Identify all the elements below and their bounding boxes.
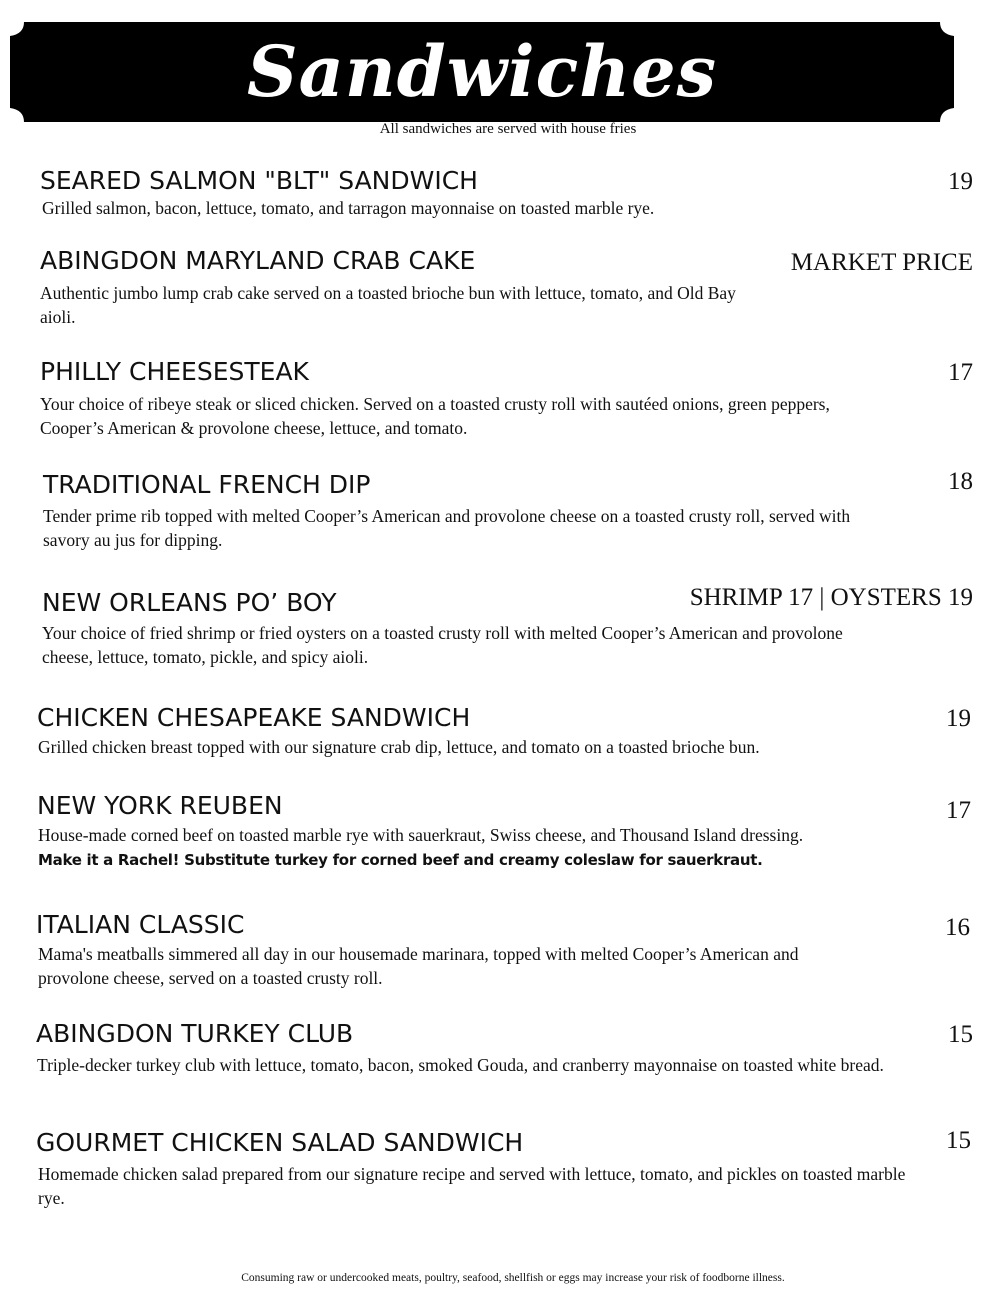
menu-subtitle: All sandwiches are served with house fries bbox=[379, 121, 637, 137]
item-price: 19 bbox=[948, 168, 973, 195]
item-name: SEARED SALMON "BLT" SANDWICH bbox=[40, 166, 478, 195]
item-price: 16 bbox=[945, 914, 970, 941]
item-price: 19 bbox=[946, 705, 971, 732]
item-description: Authentic jumbo lump crab cake served on a toasted brioche bun with lettuce, tomato, and Old Bay aioli. bbox=[40, 283, 736, 327]
item-name: TRADITIONAL FRENCH DIP bbox=[43, 470, 371, 499]
item-description: House-made corned beef on toasted marble rye with sauerkraut, Swiss cheese, and Thousand Island dressing. bbox=[38, 825, 804, 845]
item-description: Grilled chicken breast topped with our signature crab dip, lettuce, and tomato on a toasted brioche bun. bbox=[38, 737, 760, 757]
item-name: CHICKEN CHESAPEAKE SANDWICH bbox=[37, 703, 471, 732]
allergen-disclaimer: Consuming raw or undercooked meats, poultry, seafood, shellfish or eggs may increase your risk of foodborne illness. bbox=[241, 1272, 785, 1284]
item-special-note: Make it a Rachel! Substitute turkey for corned beef and creamy coleslaw for sauerkraut. bbox=[38, 851, 763, 869]
page-title: Sandwiches bbox=[246, 30, 718, 113]
item-description: Tender prime rib topped with melted Cooper’s American and provolone cheese on a toasted crusty roll, served with savory au jus for dipping. bbox=[43, 506, 851, 550]
item-description: Triple-decker turkey club with lettuce, tomato, bacon, smoked Gouda, and cranberry mayonnaise on toasted white bread. bbox=[37, 1055, 884, 1075]
item-price: 15 bbox=[948, 1021, 973, 1048]
item-name: ABINGDON MARYLAND CRAB CAKE bbox=[40, 246, 476, 275]
item-name: NEW ORLEANS PO’ BOY bbox=[42, 588, 337, 617]
item-description: Grilled salmon, bacon, lettuce, tomato, and tarragon mayonnaise on toasted marble rye. bbox=[42, 198, 655, 218]
item-name: ABINGDON TURKEY CLUB bbox=[36, 1019, 354, 1048]
item-price: 17 bbox=[946, 797, 971, 824]
item-price: SHRIMP 17 | OYSTERS 19 bbox=[689, 584, 973, 611]
item-description: Your choice of ribeye steak or sliced chicken. Served on a toasted crusty roll with sautéed onions, green peppers, Cooper’s American & provolone cheese, lettuce, and tomato. bbox=[40, 394, 830, 438]
item-name: ITALIAN CLASSIC bbox=[36, 910, 245, 939]
item-description: Your choice of fried shrimp or fried oysters on a toasted crusty roll with melted Cooper’s American and provolone cheese, lettuce, tomato, pickle, and spicy aioli. bbox=[42, 623, 843, 667]
item-price: MARKET PRICE bbox=[790, 249, 973, 276]
item-name: PHILLY CHEESESTEAK bbox=[40, 357, 309, 386]
item-name: NEW YORK REUBEN bbox=[37, 791, 283, 820]
title-banner bbox=[10, 22, 954, 122]
item-price: 15 bbox=[946, 1127, 971, 1154]
item-price: 17 bbox=[948, 359, 973, 386]
item-price: 18 bbox=[948, 468, 973, 495]
item-description: Homemade chicken salad prepared from our signature recipe and served with lettuce, tomato, and pickles on toasted marble rye. bbox=[38, 1164, 906, 1208]
item-name: GOURMET CHICKEN SALAD SANDWICH bbox=[36, 1128, 524, 1157]
item-description: Mama's meatballs simmered all day in our housemade marinara, topped with melted Cooper’s American and provolone cheese, served on a toasted crusty roll. bbox=[38, 944, 799, 988]
